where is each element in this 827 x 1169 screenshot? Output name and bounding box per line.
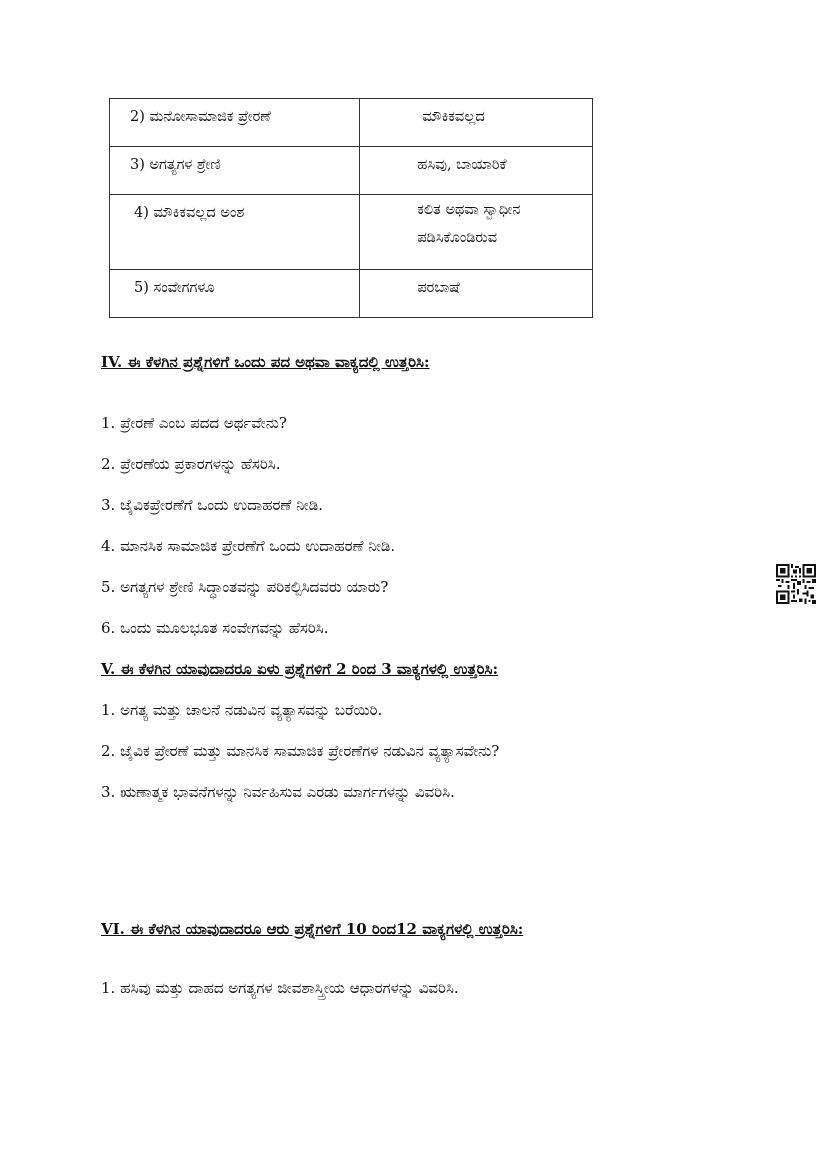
section-iv-heading: IV. ಈ ಕೆಳಗಿನ ಪ್ರಶ್ನೆಗಳಿಗೆ ಒಂದು ಪದ ಅಥವಾ ವಾಕ್ಯದಲ್ಲಿ ಉತ್ತರಿಸಿ: [101,353,430,371]
match-table-cell-right [360,195,593,270]
section-vi-heading: VI. ಈ ಕೆಳಗಿನ ಯಾವುದಾದರೂ ಆರು ಪ್ರಶ್ನೆಗಳಿಗೆ 10 ರಿಂದ12 ವಾಕ್ಯಗಳಲ್ಲಿ ಉತ್ತರಿಸಿ: [101,920,524,938]
section-iv-question: 4. ಮಾನಸಿಕ ಸಾಮಾಜಿಕ ಪ್ರೇರಣೆಗೆ ಒಂದು ಉದಾಹರಣೆ ನೀಡಿ. [101,537,396,555]
section-v-question: 2. ಜೈವಿಕ ಪ್ರೇರಣೆ ಮತ್ತು ಮಾನಸಿಕ ಸಾಮಾಜಿಕ ಪ್ರೇರಣೆಗಳ ನಡುವಿನ ವ್ಯತ್ಯಾಸವೇನು? [101,742,500,760]
match-table-row [110,270,593,318]
match-right-text: ಮೌಕಿಕವಲ್ಲದ [422,109,485,125]
match-table-cell-right [360,99,593,147]
match-table-cell-left [110,99,360,147]
section-iv-question: 3. ಜೈವಿಕಪ್ರೇರಣೆಗೆ ಒಂದು ಉದಾಹರಣೆ ನೀಡಿ. [101,496,323,514]
section-v-question: 1. ಅಗತ್ಯ ಮತ್ತು ಚಾಲನೆ ನಡುವಿನ ವ್ಯತ್ಯಾಸವನ್ನು ಬರೆಯಿರಿ. [101,701,383,719]
match-table [109,98,593,318]
section-v-heading: V. ಈ ಕೆಳಗಿನ ಯಾವುದಾದರೂ ಏಳು ಪ್ರಶ್ನೆಗಳಿಗೆ 2 ರಿಂದ 3 ವಾಕ್ಯಗಳಲ್ಲಿ ಉತ್ತರಿಸಿ: [101,660,499,678]
match-table-row [110,99,593,147]
section-vi-question: 1. ಹಸಿವು ಮತ್ತು ದಾಹದ ಅಗತ್ಯಗಳ ಜೀವಶಾಸ್ತ್ರೀಯ ಆಧಾರಗಳನ್ನು ವಿವರಿಸಿ. [101,979,459,997]
match-right-text-line2: ಪಡಿಸಿಕೊಂಡಿರುವ [417,230,498,246]
match-table-cell-left [110,147,360,195]
match-left-text: 3) ಅಗತ್ಯಗಳ ಶ್ರೇಣಿ [130,157,221,173]
match-right-text: ಹಸಿವು, ಬಾಯಾರಿಕೆ [417,157,507,173]
match-right-text-line1: ಕಲಿತ ಅಥವಾ ಸ್ವಾಧೀನ [417,202,521,218]
match-table-cell-right [360,147,593,195]
qr-code-icon [776,564,816,604]
match-table-cell-left [110,270,360,318]
match-table-row [110,147,593,195]
match-table-row [110,195,593,270]
match-left-text: 4) ಮೌಕಿಕವಲ್ಲದ ಅಂಶ [134,205,245,221]
section-iv-question: 5. ಅಗತ್ಯಗಳ ಶ್ರೇಣಿ ಸಿದ್ಧಾಂತವನ್ನು ಪರಿಕಲ್ಪಿಸಿದವರು ಯಾರು? [101,578,389,596]
match-left-text: 5) ಸಂವೇಗಗಳೂ [134,280,215,296]
section-iv-question: 1. ಪ್ರೇರಣೆ ಎಂಬ ಪದದ ಅರ್ಥವೇನು? [101,414,287,432]
match-table-cell-right [360,270,593,318]
match-table-cell-left [110,195,360,270]
section-iv-question: 6. ಒಂದು ಮೂಲಭೂತ ಸಂವೇಗವನ್ನು ಹೆಸರಿಸಿ. [101,619,329,637]
section-v-question: 3. ಋಣಾತ್ಮಕ ಭಾವನೆಗಳನ್ನು ನಿರ್ವಹಿಸುವ ಎರಡು ಮಾರ್ಗಗಳನ್ನು ವಿವರಿಸಿ. [101,783,455,801]
section-iv-question: 2. ಪ್ರೇರಣೆಯ ಪ್ರಕಾರಗಳನ್ನು ಹೆಸರಿಸಿ. [101,455,281,473]
match-right-text: ಪರಬಾಷೆ [417,280,460,296]
match-left-text: 2) ಮನೋಸಾಮಾಜಿಕ ಪ್ರೇರಣೆ [130,109,271,125]
